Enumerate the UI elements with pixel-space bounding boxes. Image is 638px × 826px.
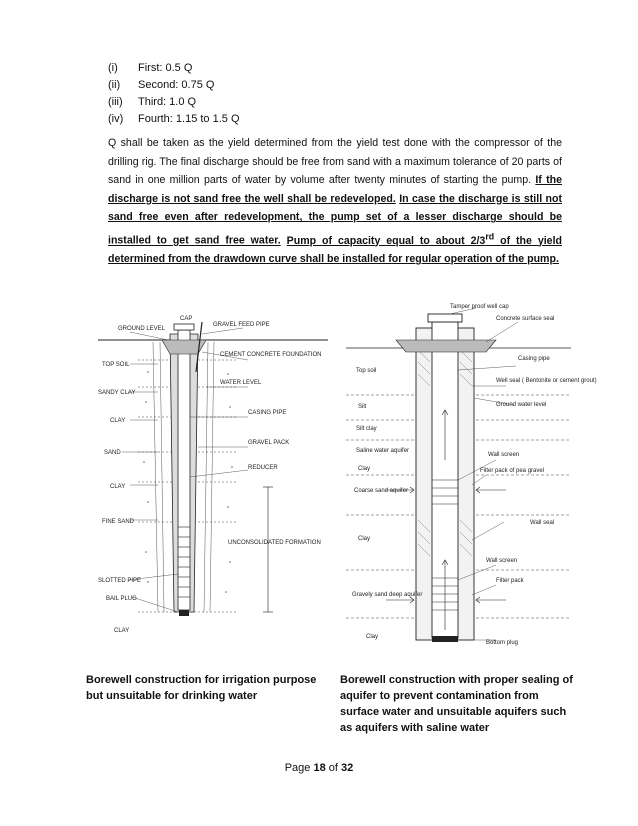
list-item [108,77,240,94]
label-sand: SAND [104,450,121,456]
label-saline-aquifer: Saline water aquifer [356,448,410,454]
label-water-level: WATER LEVEL [220,380,262,386]
caption-line: Borewell construction with proper sealing of [340,674,573,686]
label-clay-3: CLAY [114,628,130,634]
body-paragraph [108,134,562,269]
label-reducer: REDUCER [248,465,278,471]
label-clay-2: CLAY [110,484,126,490]
list-number: (iv) [108,113,124,125]
label-clay-2: Clay [358,536,371,542]
label-filter-pack: Filter pack [496,578,524,584]
irrigation-borewell-diagram [98,312,328,642]
caption-line: surface water and unsuitable aquifers such [340,706,567,718]
list-text: Second: 0.75 Q [138,79,215,91]
label-coarse-sand: Coarse sand aquifer [354,488,409,494]
label-filter-pack-pea: Filter pack of pea gravel [480,468,545,474]
label-casing-pipe: CASING PIPE [248,410,287,416]
page-footer [0,762,638,774]
label-bail-plug: BAIL PLUG [106,596,137,602]
label-sandy-clay: SANDY CLAY [98,390,136,396]
footer-page-word: Page [284,762,311,774]
list-number: (ii) [108,79,121,91]
label-cement-concrete: CEMENT CONCRETE FOUNDATION [220,352,322,358]
label-clay-3: Clay [366,634,379,640]
label-top-soil: TOP SOIL [102,362,130,368]
list-text: Third: 1.0 Q [138,96,197,108]
label-clay-1: Clay [358,466,371,472]
footer-of-word: of [328,762,338,774]
label-bottom-plug: Bottom plug [486,640,519,646]
paragraph-plain: Q shall be taken as the yield determined from the yield test done with the compressor of the drilling rig. The final discharge should be free from sand with a maximum tolerance of 20 parts of sand in one million parts of water by volume after twenty minutes of starting the pump. [108,137,562,187]
label-gravel-pack: GRAVEL PACK [248,440,290,446]
label-fine-sand: FINE SAND [102,519,135,525]
list-item [108,60,240,77]
label-wall-screen-2: Wall screen [486,558,518,564]
label-wall-screen-1: Wall screen [488,452,520,458]
list-text: Fourth: 1.15 to 1.5 Q [138,113,240,125]
label-concrete-seal: Concrete surface seal [496,316,555,322]
caption-irrigation: Borewell construction for irrigation purpose but unsuitable for drinking water [86,674,317,702]
list-number: (iii) [108,96,123,108]
caption-line: aquifer to prevent contamination from [340,690,539,702]
footer-total-pages: 32 [341,762,354,774]
label-ground-water: Ground water level [496,402,547,408]
label-casing-pipe: Casing pipe [518,356,550,362]
label-silt: Silt [358,404,367,410]
sealed-borewell-diagram [346,300,597,650]
paragraph-bold-lesser-pump: In case the discharge is still not sand free even after redevelopment, the pump set of a lesser discharge should be installed to get sand free water. [108,192,562,247]
label-unconsolidated: UNCONSOLIDATED FORMATION [228,540,321,546]
flow-rate-list [108,60,240,128]
label-silt-clay: Silt clay [356,426,377,432]
label-tamper-cap: Tamper proof well cap [450,304,509,310]
label-gravelly-sand: Gravely sand deep aquifer [352,592,423,598]
label-cap: CAP [180,316,193,322]
label-wall-seal: Wall seal [530,520,555,526]
label-clay-1: CLAY [110,418,126,424]
list-number: (i) [108,62,118,74]
paragraph-bold-redevelop: If the discharge is not sand free the well shall be redeveloped. [108,174,562,205]
label-gravel-feed-pipe: GRAVEL FEED PIPE [213,322,270,328]
label-well-seal: Well seal ( Bentonite or cement grout) [496,378,597,384]
footer-page-number: 18 [313,762,326,774]
caption-line: as aquifers with saline water [340,722,490,734]
list-item [108,111,240,128]
paragraph-bold-pump-capacity: Pump of capacity equal to about 2/3rd of the yield determined from the drawdown curve shall be installed for regular operation of the pump. [108,230,562,266]
label-slotted-pipe: SLOTTED PIPE [98,578,142,584]
list-text: First: 0.5 Q [138,62,193,74]
caption-sealed [340,672,580,736]
label-ground-level: GROUND LEVEL [118,326,166,332]
label-top-soil: Top soil [356,368,377,374]
list-item [108,94,240,111]
